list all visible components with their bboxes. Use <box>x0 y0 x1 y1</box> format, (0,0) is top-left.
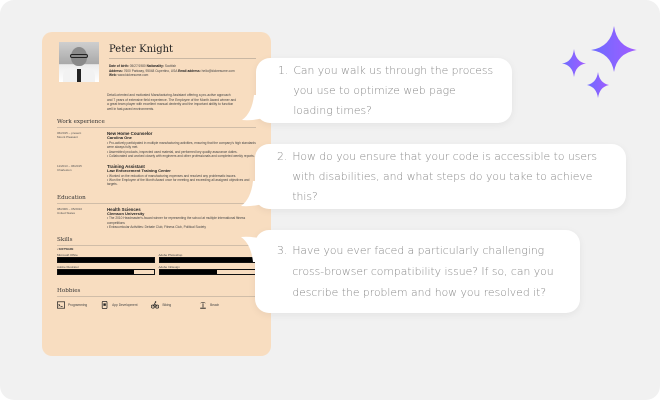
question-bubble-2 <box>255 144 626 209</box>
resume-card <box>42 32 271 356</box>
hobby-item: App Development <box>101 301 137 309</box>
palm-tree-icon <box>199 301 207 309</box>
section-title-work: Work experience <box>57 119 256 128</box>
skills-grid <box>57 253 256 276</box>
section-title-hobbies: Hobbies <box>57 288 256 297</box>
skill-bar <box>57 257 155 263</box>
resume-name: Peter Knight <box>109 44 256 59</box>
skill-category: • SOFTWARE <box>57 248 74 252</box>
sparkles-icon <box>558 20 648 100</box>
question-number: 2. <box>277 149 288 163</box>
question-text: Have you ever faced a particularly challenging cross-browser compatibility issue? If so, can you describe the problem and how you resolved it? <box>292 244 554 299</box>
question-number: 1. <box>278 63 289 77</box>
work-entry: 11/2013 – 06/2015 Charleston Training Assistant Law Enforcement Training Center • Worked on the reduction of manufacturing expenses and resolved any problematic issues. • Won the Employee of the Month Award once for meeting and exceeding all assigned objectives and targets. <box>57 164 256 186</box>
section-title-education: Education <box>57 195 256 204</box>
hobby-item: Biking <box>151 301 171 309</box>
skill-bar <box>159 269 257 275</box>
resume-summary: Detail-oriented and motivated Manufacturing Assistant offering a pro-active approach and 7 years of extensive field experience. The Employee of the Month Award winner and a great team player with excellent manual dexterity and the important ability to function well in fast-paced environments. <box>107 93 237 111</box>
question-text: Can you walk us through the process you use to optimize web page loading times? <box>293 63 494 117</box>
hobby-item: Beach <box>199 301 219 309</box>
resume-header <box>57 42 256 82</box>
section-title-skills: Skills <box>57 237 256 246</box>
profile-photo <box>59 42 99 82</box>
question-text: How do you ensure that your code is accessible to users with disabilities, and what steps do you take to achieve this? <box>292 149 598 203</box>
question-bubble-3 <box>255 230 580 313</box>
mobile-app-icon <box>101 301 109 309</box>
question-number: 3. <box>277 244 288 257</box>
bubble-tail <box>241 181 267 207</box>
bubble-tail <box>241 236 267 262</box>
question-bubble-1 <box>256 58 512 123</box>
bicycle-icon <box>151 301 159 309</box>
contact-info: Date of birth: 05/27/1980 Nationality: Scottish Address: 7600 Parkway, 95048 Cupertino, USA Email address: hello@kickresume.com Web: www.kickresume.com <box>109 64 235 78</box>
skill-item: Microsoft Office <box>57 253 155 264</box>
skill-item: Adobe InDesign <box>159 265 257 276</box>
education-entry: 08/2006 – 05/2010 United States Health Sciences Clemson University • The 2010 Headmaster's Award winner for representing the school at multiple international fitness competitions • Extracurricular Activities: Debate Club, Fitness Club, Political Society <box>57 207 256 229</box>
hobby-item: Programming <box>57 301 87 309</box>
skill-item: Adobe Photoshop <box>159 253 257 264</box>
skill-bar <box>57 269 155 275</box>
work-entry: 06/2015 – present Mount Pleasant New Home Counselor Carolina One • Pro-actively participated in multiple manufacturing activities, ensuring that the company's high standards were always fully met. • Assembled products, inspected used material, and performed key quality assurance duties. • Collaborated and worked closely with engineers and other professionals and completed weekly reports. <box>57 131 256 158</box>
terminal-icon <box>57 301 65 309</box>
hobbies-list <box>57 301 256 309</box>
skill-item: Adobe Illustrator <box>57 265 155 276</box>
bubble-tail <box>242 95 268 121</box>
